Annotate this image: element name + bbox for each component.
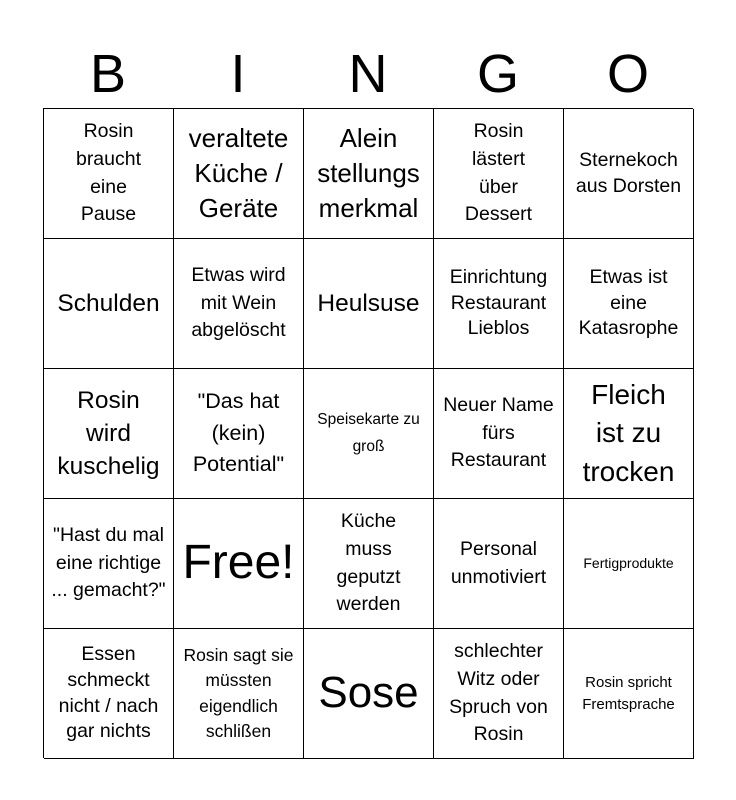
cell-text: Essen schmeckt nicht / nach gar nichts [58, 642, 159, 743]
header-letter-o: O [606, 44, 649, 104]
cell-text: Fertigprodukte [583, 554, 674, 571]
header-letter-g: G [476, 44, 519, 104]
cell-text: Rosin spricht Fremtsprache [582, 673, 675, 713]
cell-text: veraltete Küche / Geräte [188, 122, 289, 224]
cell-text: Rosin wird kuschelig [57, 386, 160, 481]
bingo-cell[interactable] [44, 109, 174, 239]
bingo-cell[interactable] [44, 629, 174, 759]
cell-text: "Das hat (kein) Potential" [192, 388, 285, 477]
header-letter-i: I [230, 44, 246, 104]
header-letter-b: B [89, 44, 127, 104]
bingo-cell[interactable] [434, 369, 564, 499]
cell-text: schlechter Witz oder Spruch von Rosin [449, 640, 548, 746]
bingo-cell[interactable] [304, 109, 434, 239]
bingo-cell[interactable] [44, 239, 174, 369]
cell-text: Sose [318, 668, 419, 718]
bingo-board [43, 108, 693, 758]
bingo-cell[interactable] [304, 239, 434, 369]
bingo-cell[interactable] [434, 499, 564, 629]
cell-text: Heulsuse [317, 289, 420, 317]
bingo-cell[interactable] [564, 499, 694, 629]
bingo-cell[interactable] [434, 629, 564, 759]
bingo-cell[interactable] [174, 369, 304, 499]
cell-text: Küche muss geputzt werden [336, 510, 401, 616]
cell-text: Etwas ist eine Katasrophe [578, 265, 679, 340]
cell-text: Rosin braucht eine Pause [75, 120, 142, 226]
bingo-cell[interactable] [44, 369, 174, 499]
free-space-text: Free! [182, 536, 295, 590]
bingo-cell[interactable] [564, 369, 694, 499]
bingo-cell[interactable] [434, 109, 564, 239]
cell-text: Personal unmotiviert [450, 537, 547, 588]
cell-text: Rosin sagt sie müssten eigendlich schlißen [183, 644, 294, 741]
bingo-cell[interactable] [434, 239, 564, 369]
bingo-cell[interactable] [564, 239, 694, 369]
bingo-cell[interactable] [174, 629, 304, 759]
cell-text: Schulden [57, 289, 160, 317]
cell-text: Speisekarte zu groß [317, 411, 420, 455]
header-letter-n: N [348, 44, 388, 104]
cell-text: Einrichtung Restaurant Lieblos [449, 265, 548, 340]
cell-text: Sternekoch aus Dorsten [575, 148, 682, 197]
cell-text: Etwas wird mit Wein abgelöscht [191, 263, 286, 342]
bingo-cell[interactable] [564, 629, 694, 759]
bingo-header [43, 40, 693, 108]
cell-text: "Hast du mal eine richtige ... gemacht?" [51, 523, 166, 602]
cell-text: Rosin lästert über Dessert [464, 120, 533, 226]
bingo-cell[interactable] [304, 369, 434, 499]
bingo-cell[interactable] [174, 239, 304, 369]
bingo-cell[interactable] [44, 499, 174, 629]
cell-text: Fleich ist zu trocken [582, 378, 675, 487]
cell-text: Alein stellungs merkmal [317, 122, 420, 224]
bingo-cell[interactable] [304, 629, 434, 759]
bingo-cell[interactable] [564, 109, 694, 239]
bingo-cell[interactable] [174, 499, 304, 629]
bingo-cell[interactable] [174, 109, 304, 239]
cell-text: Neuer Name fürs Restaurant [443, 393, 554, 472]
bingo-cell[interactable] [304, 499, 434, 629]
